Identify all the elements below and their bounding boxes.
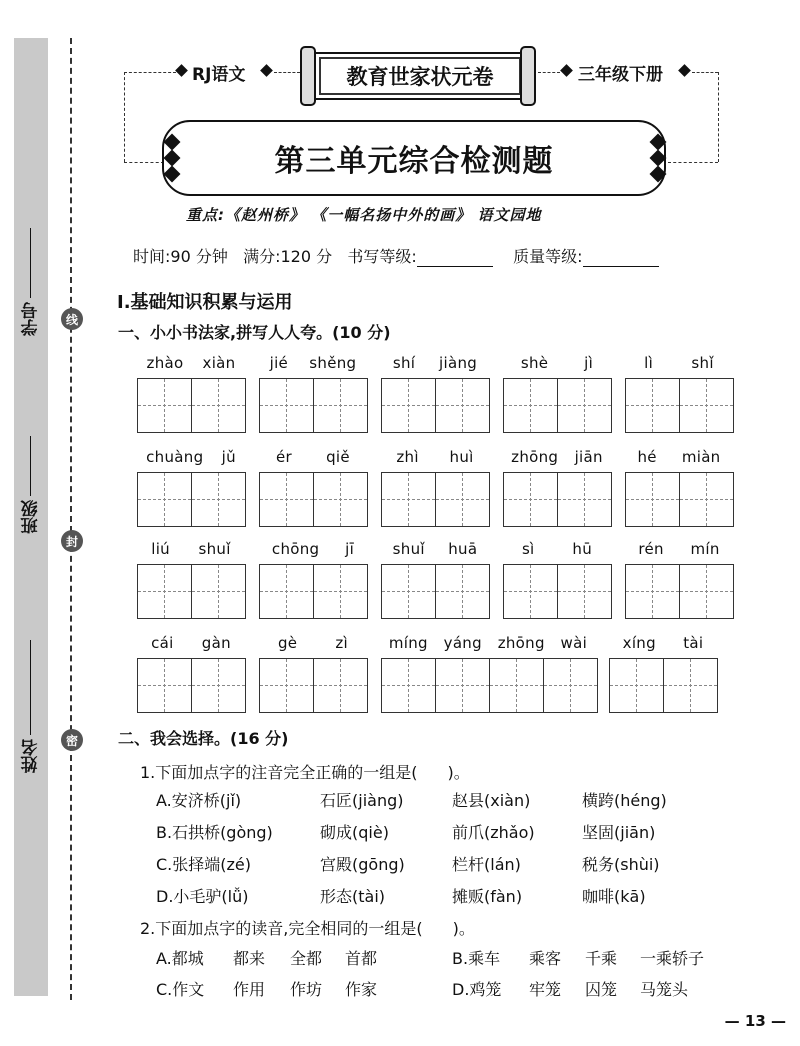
- q2-2-stem: 2.下面加点字的读音,完全相同的一组是( )。: [140, 919, 475, 938]
- page-number: — 13 —: [724, 1012, 786, 1030]
- writing-cell[interactable]: [382, 473, 436, 526]
- series-title: 教育世家状元卷: [314, 52, 526, 100]
- q2-1-word: 坚固(jiān): [582, 823, 656, 842]
- pinyin-syllable: shěng: [309, 354, 357, 372]
- pinyin-label: [609, 634, 717, 652]
- q2-1-stem: 1.下面加点字的注音完全正确的一组是( )。: [140, 763, 470, 782]
- writing-cell[interactable]: [558, 565, 611, 618]
- writing-grid[interactable]: [625, 564, 734, 619]
- pinyin-syllable: mín: [690, 540, 720, 558]
- q1-title: 一、小小书法家,拼写人人夸。(10 分): [118, 323, 391, 342]
- pinyin-syllable: zhōng: [511, 448, 559, 466]
- writing-cell[interactable]: [192, 473, 245, 526]
- student-number-label: 学号: [21, 302, 42, 336]
- writing-cell[interactable]: [626, 565, 680, 618]
- pinyin-label: [625, 540, 733, 558]
- writing-grid[interactable]: [503, 472, 612, 527]
- writing-grid[interactable]: [137, 378, 246, 433]
- class-field[interactable]: [18, 436, 44, 534]
- pinyin-label: [259, 354, 367, 372]
- series-scroll: [300, 46, 536, 104]
- pinyin-syllable: qiě: [326, 448, 350, 466]
- class-label: 班级: [21, 500, 42, 534]
- q2-2-option[interactable]: A.都城: [156, 949, 204, 968]
- pinyin-syllable: hū: [572, 540, 593, 558]
- writing-grid[interactable]: [381, 472, 490, 527]
- pinyin-syllable: gè: [277, 634, 298, 652]
- pinyin-syllable: shí: [392, 354, 416, 372]
- writing-cell[interactable]: [544, 659, 597, 712]
- writing-cell[interactable]: [138, 379, 192, 432]
- q2-2-word: 乘客: [529, 949, 562, 968]
- pinyin-syllable: huì: [449, 448, 474, 466]
- q2-1-word: 前爪(zhǎo): [452, 823, 535, 842]
- pinyin-label: [503, 354, 611, 372]
- writing-grid[interactable]: [609, 658, 718, 713]
- pinyin-label: [503, 448, 611, 466]
- writing-cell[interactable]: [382, 565, 436, 618]
- q2-1-word: 横跨(héng): [582, 791, 667, 810]
- writing-cell[interactable]: [260, 659, 314, 712]
- pinyin-syllable: zhì: [396, 448, 419, 466]
- writing-grid[interactable]: [503, 378, 612, 433]
- writing-cell[interactable]: [192, 565, 245, 618]
- writing-cell[interactable]: [138, 659, 192, 712]
- writing-cell[interactable]: [138, 473, 192, 526]
- pinyin-syllable: gàn: [201, 634, 231, 652]
- q2-1-word: 赵县(xiàn): [452, 791, 531, 810]
- pinyin-syllable: zì: [335, 634, 348, 652]
- seal-secret: 密: [61, 729, 83, 751]
- pinyin-label: [259, 540, 367, 558]
- pinyin-syllable: ér: [276, 448, 293, 466]
- pinyin-syllable: shuǐ: [392, 540, 425, 558]
- writing-grid[interactable]: [381, 564, 490, 619]
- writing-cell[interactable]: [436, 565, 489, 618]
- q2-2-word: 千乘: [585, 949, 618, 968]
- writing-cell[interactable]: [504, 473, 558, 526]
- name-label: 姓名: [21, 739, 42, 773]
- q2-2-word: 首都: [345, 949, 378, 968]
- writing-cell[interactable]: [558, 379, 611, 432]
- pinyin-syllable: xiàn: [202, 354, 236, 372]
- writing-grid[interactable]: [381, 378, 490, 433]
- full-score: 满分:120 分: [243, 247, 333, 266]
- q2-1-word: 摊贩(fàn): [452, 887, 523, 906]
- writing-cell[interactable]: [680, 473, 733, 526]
- pinyin-syllable: rén: [638, 540, 664, 558]
- q2-2-word: 全都: [290, 949, 323, 968]
- student-number-field[interactable]: [18, 228, 44, 336]
- pinyin-syllable: jī: [345, 540, 355, 558]
- writing-cell[interactable]: [436, 379, 489, 432]
- grade-tag: 三年级下册: [578, 65, 663, 85]
- pinyin-syllable: sì: [521, 540, 535, 558]
- writing-grid[interactable]: [381, 658, 598, 713]
- q2-2-word: 都来: [233, 949, 266, 968]
- writing-grid[interactable]: [259, 378, 368, 433]
- writing-cell[interactable]: [626, 379, 680, 432]
- q2-1-option[interactable]: A.安济桥(jǐ): [156, 791, 242, 810]
- writing-cell[interactable]: [260, 565, 314, 618]
- writing-cell[interactable]: [664, 659, 717, 712]
- writing-cell[interactable]: [382, 659, 436, 712]
- pinyin-syllable: tài: [683, 634, 704, 652]
- q2-2-word: 囚笼: [585, 980, 618, 999]
- pinyin-label: [259, 448, 367, 466]
- writing-grid[interactable]: [259, 658, 368, 713]
- q2-1-option[interactable]: D.小毛驴(lǚ): [156, 887, 249, 906]
- writing-grade-blank[interactable]: [417, 266, 493, 267]
- pinyin-syllable: chōng: [271, 540, 320, 558]
- writing-cell[interactable]: [260, 473, 314, 526]
- pinyin-label: [381, 448, 489, 466]
- writing-grid[interactable]: [259, 564, 368, 619]
- writing-grade-label: 书写等级:: [347, 247, 417, 266]
- pinyin-syllable: lì: [644, 354, 654, 372]
- q2-2-word: 牢笼: [529, 980, 562, 999]
- q2-1-word: 栏杆(lán): [452, 855, 521, 874]
- pinyin-label: [137, 354, 245, 372]
- q2-1-word: 石匠(jiàng): [320, 791, 404, 810]
- writing-cell[interactable]: [626, 473, 680, 526]
- pinyin-syllable: míng: [388, 634, 428, 652]
- pinyin-syllable: shǐ: [691, 354, 714, 372]
- pinyin-label: [625, 448, 733, 466]
- q2-title: 二、我会选择。(16 分): [118, 729, 289, 748]
- writing-grid[interactable]: [137, 472, 246, 527]
- pinyin-label: [137, 540, 245, 558]
- writing-grid[interactable]: [137, 564, 246, 619]
- time-limit: 时间:90 分钟: [133, 247, 228, 266]
- writing-cell[interactable]: [314, 565, 367, 618]
- q2-2-option[interactable]: C.作文: [156, 980, 205, 999]
- name-field[interactable]: [18, 640, 44, 773]
- pinyin-syllable: miàn: [681, 448, 721, 466]
- writing-cell[interactable]: [680, 565, 733, 618]
- pinyin-label: [503, 540, 611, 558]
- subject-tag: RJ语文: [192, 65, 246, 85]
- q2-2-word: 作坊: [290, 980, 323, 999]
- q2-1-word: 宫殿(gōng): [320, 855, 405, 874]
- writing-cell[interactable]: [610, 659, 664, 712]
- pinyin-syllable: shuǐ: [198, 540, 231, 558]
- q2-2-option[interactable]: D.鸡笼: [452, 980, 502, 999]
- writing-cell[interactable]: [436, 473, 489, 526]
- pinyin-syllable: zhào: [146, 354, 184, 372]
- cut-line: [70, 38, 72, 1000]
- pinyin-syllable: hé: [637, 448, 657, 466]
- pinyin-syllable: jǔ: [221, 448, 236, 466]
- pinyin-syllable: xíng: [622, 634, 656, 652]
- pinyin-syllable: shè: [520, 354, 549, 372]
- writing-cell[interactable]: [680, 379, 733, 432]
- part1-title: Ⅰ.基础知识积累与运用: [117, 292, 293, 313]
- pinyin-syllable: jiàng: [439, 354, 478, 372]
- q2-1-option[interactable]: C.张择端(zé): [156, 855, 251, 874]
- q2-2-word: 一乘轿子: [640, 949, 705, 968]
- writing-cell[interactable]: [436, 659, 490, 712]
- writing-cell[interactable]: [314, 379, 367, 432]
- q2-1-word: 税务(shùi): [582, 855, 660, 874]
- pinyin-syllable: liú: [151, 540, 170, 558]
- writing-grid[interactable]: [503, 564, 612, 619]
- exam-info: [133, 244, 659, 267]
- writing-cell[interactable]: [192, 659, 245, 712]
- seal-seal: 封: [61, 530, 83, 552]
- pinyin-syllable: cái: [151, 634, 174, 652]
- pinyin-label: [137, 448, 245, 466]
- pinyin-label: [259, 634, 367, 652]
- pinyin-syllable: yáng: [443, 634, 482, 652]
- pinyin-label: [137, 634, 245, 652]
- exam-title: 第三单元综合检测题: [162, 120, 666, 196]
- pinyin-syllable: jì: [584, 354, 594, 372]
- writing-cell[interactable]: [260, 379, 314, 432]
- q2-1-word: 形态(tài): [320, 887, 386, 906]
- q2-2-option[interactable]: B.乘车: [452, 949, 501, 968]
- writing-cell[interactable]: [490, 659, 544, 712]
- writing-cell[interactable]: [558, 473, 611, 526]
- writing-cell[interactable]: [382, 379, 436, 432]
- pinyin-syllable: chuàng: [146, 448, 204, 466]
- writing-cell[interactable]: [192, 379, 245, 432]
- q2-1-word: 砌成(qiè): [320, 823, 389, 842]
- pinyin-syllable: jié: [269, 354, 289, 372]
- writing-cell[interactable]: [314, 473, 367, 526]
- seal-line: 线: [61, 308, 83, 330]
- q2-2-word: 作用: [233, 980, 266, 999]
- q2-2-word: 作家: [345, 980, 378, 999]
- q2-2-word: 马笼头: [640, 980, 689, 999]
- pinyin-syllable: huā: [448, 540, 478, 558]
- focus-line: 重点:《赵州桥》 《一幅名扬中外的画》 语文园地: [186, 206, 542, 224]
- writing-cell[interactable]: [504, 379, 558, 432]
- writing-cell[interactable]: [314, 659, 367, 712]
- writing-cell[interactable]: [504, 565, 558, 618]
- pinyin-syllable: zhōng: [497, 634, 545, 652]
- writing-grid[interactable]: [259, 472, 368, 527]
- pinyin-label: [381, 354, 489, 372]
- quality-grade-blank[interactable]: [583, 266, 659, 267]
- pinyin-label: [381, 540, 489, 558]
- pinyin-label: [381, 634, 595, 652]
- writing-cell[interactable]: [138, 565, 192, 618]
- pinyin-syllable: jiān: [574, 448, 603, 466]
- pinyin-label: [625, 354, 733, 372]
- q2-1-word: 咖啡(kā): [582, 887, 646, 906]
- quality-grade-label: 质量等级:: [513, 247, 583, 266]
- writing-grid[interactable]: [137, 658, 246, 713]
- writing-grid[interactable]: [625, 378, 734, 433]
- pinyin-syllable: wài: [560, 634, 588, 652]
- q2-1-option[interactable]: B.石拱桥(gòng): [156, 823, 273, 842]
- writing-grid[interactable]: [625, 472, 734, 527]
